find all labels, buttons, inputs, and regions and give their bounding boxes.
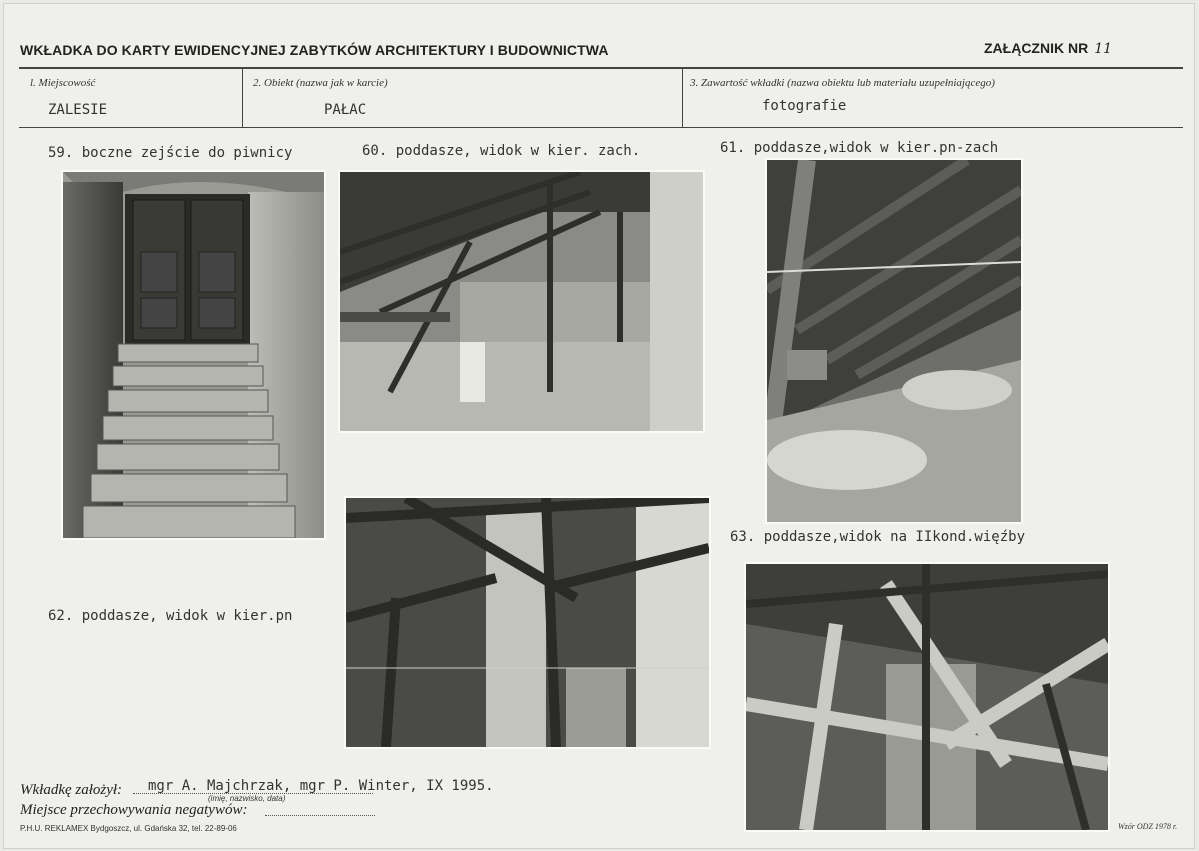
caption-59: 59. boczne zejście do piwnicy [48, 145, 293, 161]
photo-62-image [346, 498, 709, 747]
field-place-label: l. Miejscowość [30, 77, 96, 89]
field-content-label: 3. Zawartość wkładki (nazwa obiektu lub materiału uzupełniającego) [690, 77, 995, 89]
photo-59-cellar-stairs [61, 170, 326, 540]
annex-number-value: 11 [1094, 41, 1113, 57]
photo-60-attic-west [338, 170, 705, 433]
caption-62: 62. poddasze, widok w kier.pn [48, 608, 293, 624]
photo-59-image [63, 172, 324, 538]
field-object-label: 2. Obiekt (nazwa jak w karcie) [253, 77, 388, 89]
annex-number [984, 40, 1112, 57]
field-divider-1 [242, 68, 243, 128]
printer-imprint: P.H.U. REKLAMEX Bydgoszcz, ul. Gdańska 32, tel. 22-89-06 [20, 824, 237, 833]
annex-label: ZAŁĄCZNIK NR [984, 40, 1089, 56]
author-value: mgr A. Majchrzak, mgr P. Winter, IX 1995. [148, 778, 494, 794]
caption-63: 63. poddasze,widok na IIkond.więźby [730, 529, 1026, 545]
photo-60-image [340, 172, 703, 431]
field-place-value: ZALESIE [48, 102, 108, 118]
author-hint: (imię, nazwisko, data) [208, 794, 286, 803]
field-content-value: fotografie [762, 98, 847, 114]
negatives-dotted-line [265, 815, 375, 816]
header-rule-top [19, 67, 1183, 69]
caption-61: 61. poddasze,widok w kier.pn-zach [720, 140, 999, 156]
author-label: Wkładkę założył: [20, 782, 123, 798]
header-rule-bottom [19, 127, 1183, 128]
photo-63-attic-truss [744, 562, 1110, 832]
field-divider-2 [682, 68, 683, 128]
negatives-label: Miejsce przechowywania negatywów: [20, 802, 248, 818]
photo-61-attic-northwest [765, 158, 1023, 524]
photo-62-attic-north [344, 496, 711, 749]
field-object-value: PAŁAC [324, 102, 367, 118]
photo-61-image [767, 160, 1021, 522]
form-title: WKŁADKA DO KARTY EWIDENCYJNEJ ZABYTKÓW ARCHITEKTURY I BUDOWNICTWA [20, 42, 609, 58]
form-code: Wzór ODZ 1978 r. [1118, 822, 1178, 831]
caption-60: 60. poddasze, widok w kier. zach. [362, 143, 641, 159]
photo-63-image [746, 564, 1108, 830]
